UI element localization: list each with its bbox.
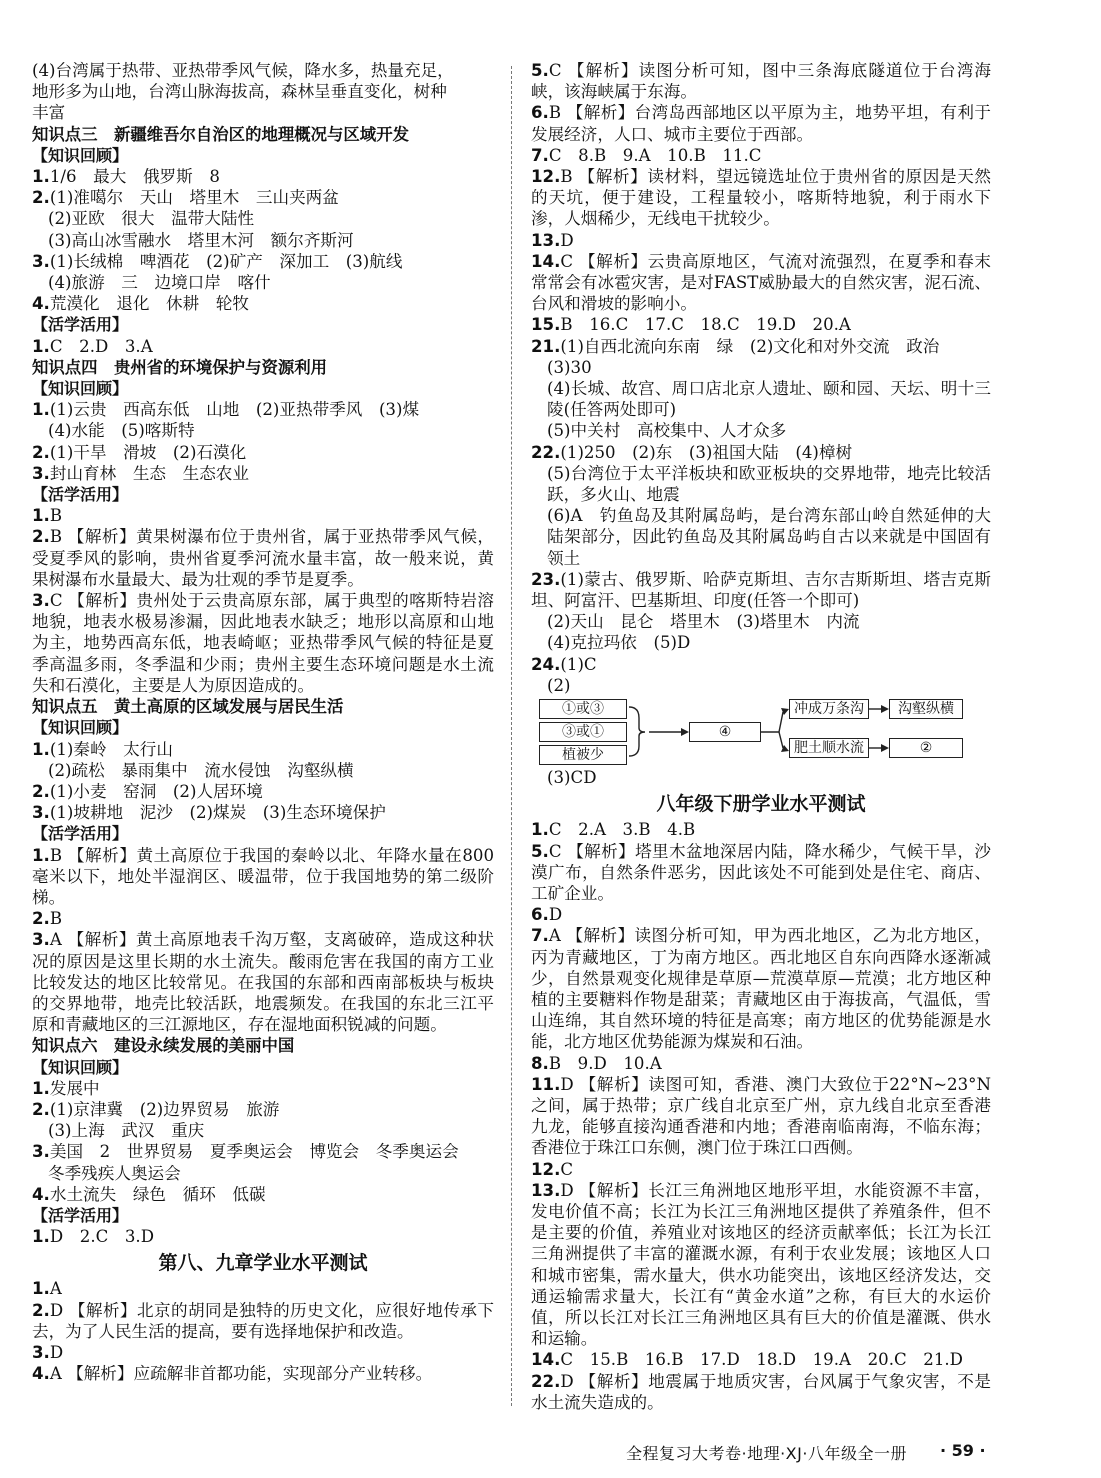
question-number: 4.: [32, 1184, 50, 1204]
answer-text: (2): [547, 675, 571, 695]
answer-text: (1)蒙古、俄罗斯、哈萨克斯坦、吉尔吉斯斯坦、塔吉克斯坦、阿富汗、巴基斯坦、印度(任答一个即可): [531, 569, 991, 611]
answer-line: [32, 293, 494, 314]
answer-text: C 2.A 3.B 4.B: [548, 820, 696, 840]
answer-line: [32, 442, 494, 463]
answer-text: (3)高山冰雪融水 塔里木河 额尔齐斯河: [48, 230, 354, 250]
answer-text: (1)长绒棉 啤酒花 (2)矿产 深加工 (3)航线: [49, 251, 403, 271]
question-number: 3.: [32, 1342, 50, 1362]
answer-line: [32, 420, 494, 441]
answer-text: C 15.B 16.B 17.D 18.D 19.A 20.C 21.D: [560, 1350, 963, 1370]
answer-line: [531, 442, 991, 463]
answer-text: B: [49, 909, 63, 929]
answer-line: [531, 1053, 991, 1074]
answer-line: [32, 781, 494, 802]
diagram-box-3: 植被少: [539, 745, 627, 765]
answer-text: (3)30: [547, 357, 592, 377]
answer-text: (1)云贵 西高东低 山地 (2)亚热带季风 (3)煤: [49, 400, 420, 420]
diagram-box-4: ④: [689, 722, 761, 742]
answer-line: [531, 230, 991, 251]
answer-text: B 【解析】黄果树瀑布位于贵州省，属于亚热带季风气候，受夏季风的影响，贵州省夏季河流水量丰富，故一般来说，黄果树瀑布水量最大、最为壮观的季节是夏季。: [32, 527, 494, 589]
question-number: 13.: [531, 1180, 561, 1200]
answer-text: 【知识回顾】: [32, 145, 129, 165]
answer-text: 八年级下册学业水平测试: [656, 793, 866, 816]
answer-line: [531, 569, 991, 611]
answer-text: (1)250 (2)东 (3)祖国大陆 (4)樟树: [560, 442, 853, 462]
answer-text: 冬季残疾人奥运会: [48, 1163, 181, 1183]
answer-line: [531, 420, 991, 441]
question-number: 1.: [32, 167, 50, 187]
answer-line: [32, 463, 494, 484]
answer-text: (3)CD: [547, 768, 597, 788]
answer-text: A 【解析】读图分析可知，甲为西北地区，乙为北方地区，丙为青藏地区，丁为南方地区。西北地区自东向西降水逐渐减少，自然景观变化规律是草原—荒漠草原—荒漠；北方地区种植的主要糖料作物是甜菜；青藏地区由于海拔高，气温低，雪山连绵，其自然环境的特征是高寒；南方地区的优势能源是水能，北方地区优势能源为煤炭和石油。: [531, 926, 991, 1052]
question-number: 1.: [531, 820, 549, 840]
answer-line: [531, 505, 991, 569]
question-number: 12.: [531, 1159, 561, 1179]
answer-text: 第八、九章学业水平测试: [158, 1252, 368, 1275]
answer-line: [531, 767, 991, 788]
question-number: 6.: [531, 103, 549, 123]
answer-line: [32, 399, 494, 420]
answer-text: 知识点三 新疆维吾尔自治区的地理概况与区域开发: [32, 124, 409, 144]
question-number: 3.: [32, 930, 50, 950]
answer-line: [32, 187, 494, 208]
flow-diagram: [531, 698, 991, 766]
question-number: 1.: [32, 506, 50, 526]
answer-line: [531, 1074, 991, 1159]
question-number: 5.: [531, 841, 549, 861]
answer-text: C 【解析】云贵高原地区，气流对流强烈，在夏季和春末常常会有冰雹灾害，是对FAST威胁最大的自然灾害，泥石流、台风和滑坡的影响小。: [531, 251, 991, 314]
answer-text: (4)台湾属于热带、亚热带季风气候，降水多，热量充足，: [32, 61, 454, 80]
question-number: 2.: [32, 909, 50, 929]
answer-line: [32, 336, 494, 357]
answer-text: D: [49, 1342, 64, 1362]
answer-text: C 【解析】塔里木盆地深居内陆，降水稀少，气候干旱，沙漠广布，自然条件恶劣，因此该处不可能到处是住宅、商店、工矿企业。: [531, 841, 991, 903]
answer-text: B 16.C 17.C 18.C 19.D 20.A: [560, 315, 851, 335]
question-number: 2.: [32, 188, 50, 208]
answer-text: A: [49, 1279, 62, 1299]
answer-text: 知识点五 黄土高原的区域发展与居民生活: [32, 697, 344, 717]
diagram-box-6: 沟壑纵横: [889, 699, 963, 719]
knowledge-point-heading: [32, 357, 494, 378]
answer-text: (3)上海 武汉 重庆: [48, 1121, 205, 1141]
question-number: 23.: [531, 569, 561, 589]
answer-text: D: [560, 230, 574, 250]
answer-text: (5)台湾位于太平洋板块和欧亚板块的交界地带，地壳比较活跃，多火山、地震: [547, 463, 991, 505]
diagram-box-5: 冲成万条沟: [789, 699, 869, 719]
answer-text: A 【解析】黄土高原地表千沟万壑，支离破碎，造成这种状况的原因是这里长期的水土流失。酸雨危害在我国的南方工业比较发达的地区比较常见。在我国的东部和西南部板块与板块的交界地带，地壳比较活跃，地震频发。在我国的东北三江平原和青藏地区的三江源地区，存在湿地面积锐减的问题。: [32, 930, 494, 1035]
question-number: 24.: [531, 654, 561, 674]
answer-text: (4)旅游 三 边境口岸 喀什: [48, 273, 271, 293]
question-number: 4.: [32, 294, 50, 314]
answer-text: 【知识回顾】: [32, 379, 129, 399]
question-number: 2.: [32, 1099, 50, 1119]
answer-text: (1)干旱 滑坡 (2)石漠化: [49, 442, 247, 462]
answer-line: [32, 1226, 494, 1247]
answer-text: (1)准噶尔 天山 塔里木 三山夹两盆: [49, 188, 339, 208]
diagram-box-8: ②: [889, 738, 963, 758]
answer-line: [32, 505, 494, 526]
question-number: 15.: [531, 315, 561, 335]
answer-text: 【活学活用】: [32, 824, 129, 844]
question-number: 12.: [531, 167, 561, 187]
answer-line: [32, 739, 494, 760]
answer-line: [531, 632, 991, 653]
answer-line: [531, 1371, 991, 1413]
question-number: 22.: [531, 442, 561, 462]
answer-text: (1)坡耕地 泥沙 (2)煤炭 (3)生态环境保护: [49, 803, 386, 823]
answer-text: 发展中: [49, 1078, 100, 1098]
answer-text: D 【解析】北京的胡同是独特的历史文化，应很好地传承下去，为了人民生活的提高，要有选择地保护和改造。: [32, 1300, 494, 1341]
answer-line: [32, 166, 494, 187]
answer-text: A 【解析】应疏解非首都功能，实现部分产业转移。: [49, 1364, 433, 1384]
question-number: 11.: [531, 1074, 561, 1094]
section-label: [32, 717, 494, 738]
answer-text: 知识点四 贵州省的环境保护与资源利用: [32, 357, 328, 377]
answer-text: (4)克拉玛依 (5)D: [547, 633, 691, 653]
answer-line: [32, 1342, 494, 1363]
question-number: 2.: [32, 1300, 50, 1320]
answer-text: (4)长城、故宫、周口店北京人遗址、颐和园、天坛、明十三陵(任答两处即可): [547, 379, 991, 420]
answer-text: (4)水能 (5)喀斯特: [48, 421, 195, 441]
answer-text: 水土流失 绿色 循环 低碳: [49, 1184, 266, 1204]
answer-text: D: [548, 905, 563, 925]
question-number: 3.: [32, 463, 50, 483]
answer-text: 【活学活用】: [32, 1205, 129, 1225]
answer-text: 【知识回顾】: [32, 1057, 129, 1077]
answer-text: 地形多为山地，台湾山脉海拔高，森林呈垂直变化，树种: [32, 82, 447, 102]
test-title: [32, 1249, 494, 1277]
answer-text: B: [49, 506, 63, 526]
answer-text: (1)小麦 窑洞 (2)人居环境: [49, 781, 263, 801]
answer-line: [531, 145, 991, 166]
answer-line: [32, 1078, 494, 1099]
answer-text: B 【解析】台湾岛西部地区以平原为主，地势平坦，有利于发展经济，人口、城市主要位于西部。: [531, 103, 991, 144]
answer-text: D 【解析】地震属于地质灾害，台风属于气象灾害，不是水土流失造成的。: [531, 1371, 991, 1412]
question-number: 5.: [531, 61, 549, 80]
answer-text: 封山育林 生态 生态农业: [49, 463, 249, 483]
question-number: 4.: [32, 1364, 50, 1384]
answer-text: C 【解析】读图分析可知，图中三条海底隧道位于台湾海峡，该海峡属于东海。: [531, 61, 991, 102]
section-label: [32, 378, 494, 399]
question-number: 1.: [32, 1078, 50, 1098]
answer-text: (1)自西北流向东南 绿 (2)文化和对外交流 政治: [560, 336, 940, 356]
answer-line: [32, 526, 494, 590]
question-number: 3.: [32, 251, 50, 271]
question-number: 22.: [531, 1371, 561, 1391]
question-number: 8.: [531, 1053, 549, 1073]
answer-line: [531, 336, 991, 357]
answer-line: [531, 357, 991, 378]
answer-text: 美国 2 世界贸易 夏季奥运会 博览会 冬季奥运会: [49, 1142, 459, 1162]
answer-text: D 2.C 3.D: [49, 1227, 155, 1247]
answer-line: [32, 802, 494, 823]
question-number: 1.: [32, 845, 50, 865]
answer-line: [531, 654, 991, 675]
question-number: 2.: [32, 527, 50, 547]
answer-text: 【知识回顾】: [32, 718, 129, 738]
question-number: 3.: [32, 803, 50, 823]
answer-text: (2)亚欧 很大 温带大陆性: [48, 209, 255, 229]
page-number: · 59 ·: [940, 1441, 986, 1460]
section-label: [32, 314, 494, 335]
question-number: 1.: [32, 1279, 50, 1299]
answer-line: [531, 463, 991, 505]
answer-line: [531, 819, 991, 840]
answer-line: [531, 925, 991, 1052]
answer-text: (1)C: [560, 654, 597, 674]
answer-text: D 【解析】读图可知，香港、澳门大致位于22°N~23°N之间，属于热带；京广线自北京至广州，京九线自北京至香港九龙，能够直接沟通香港和内地；香港南临南海，不临东海；香港位于珠江口东侧，澳门位于珠江口西侧。: [531, 1074, 991, 1158]
right-column: [531, 60, 991, 1413]
answer-line: [32, 1184, 494, 1205]
answer-line: [32, 1300, 494, 1342]
answer-line: [531, 166, 991, 230]
diagram-box-2: ③或①: [539, 722, 627, 742]
section-label: [32, 823, 494, 844]
question-number: 7.: [531, 926, 549, 946]
question-number: 2.: [32, 781, 50, 801]
answer-line: [531, 1349, 991, 1370]
answer-line: [32, 908, 494, 929]
column-divider: [511, 66, 512, 1406]
diagram-box-1: ①或③: [539, 699, 627, 719]
answer-line: [32, 1363, 494, 1384]
answer-line: [32, 590, 494, 696]
answer-text: (2)天山 昆仑 塔里木 (3)塔里木 内流: [547, 612, 860, 632]
answer-line: [32, 1120, 494, 1141]
knowledge-point-heading: [32, 124, 494, 145]
question-number: 1.: [32, 336, 50, 356]
question-number: 7.: [531, 145, 549, 165]
answer-text: C 8.B 9.A 10.B 11.C: [548, 145, 762, 165]
answer-text: C: [560, 1159, 574, 1179]
answer-line: [32, 1099, 494, 1120]
answer-line: [531, 251, 991, 315]
answer-text: B 【解析】黄土高原位于我国的秦岭以北、年降水量在800毫米以下，地处半湿润区、暖温带，位于我国地势的第二级阶梯。: [32, 845, 494, 907]
answer-line: [531, 1159, 991, 1180]
answer-line: [531, 611, 991, 632]
question-number: 13.: [531, 230, 561, 250]
question-number: 14.: [531, 251, 561, 271]
answer-line: [531, 841, 991, 905]
answer-text: 丰富: [32, 103, 66, 123]
answer-line: [32, 272, 494, 293]
question-number: 1.: [32, 400, 50, 420]
answer-line: [32, 760, 494, 781]
section-label: [32, 484, 494, 505]
answer-line: [531, 1180, 991, 1350]
answer-line: [531, 675, 991, 696]
test-title: [531, 790, 991, 818]
answer-text: 荒漠化 退化 休耕 轮牧: [49, 294, 249, 314]
answer-line: [32, 929, 494, 1035]
question-number: 6.: [531, 905, 549, 925]
answer-line: [531, 378, 991, 420]
answer-line: [531, 314, 991, 335]
question-number: 14.: [531, 1350, 561, 1370]
question-number: 3.: [32, 1142, 50, 1162]
section-label: [32, 145, 494, 166]
answer-line: [32, 230, 494, 251]
question-number: 1.: [32, 1227, 50, 1247]
answer-text: (5)中关村 高校集中、人才众多: [547, 421, 787, 441]
answer-line: [531, 102, 991, 144]
question-number: 3.: [32, 591, 50, 611]
answer-text: C 【解析】贵州处于云贵高原东部，属于典型的喀斯特岩溶地貌，地表水极易渗漏，因此地表水缺乏；地形以高原和山地为主，地势西高东低，地表崎岖；亚热带季风气候的特征是夏季高温多雨，冬季温和少雨；贵州主要生态环境问题是水土流失和石漠化，主要是人为原因造成的。: [32, 591, 494, 695]
answer-line: [531, 60, 991, 102]
answer-text: B 【解析】读材料，望远镜选址位于贵州省的原因是天然的天坑，便于建设，工程量较小，喀斯特地貌，利于雨水下渗，人烟稀少，无线电干扰较少。: [531, 167, 991, 229]
section-label: [32, 1205, 494, 1226]
answer-line: [32, 1278, 494, 1299]
answer-text: 【活学活用】: [32, 315, 129, 335]
section-label: [32, 1057, 494, 1078]
answer-text: C 2.D 3.A: [49, 336, 153, 356]
answer-text: (2)疏松 暴雨集中 流水侵蚀 沟壑纵横: [48, 760, 354, 780]
answer-line: [32, 102, 494, 123]
answer-text: 知识点六 建设永续发展的美丽中国: [32, 1036, 295, 1056]
answer-text: (1)京津冀 (2)边界贸易 旅游: [49, 1099, 280, 1119]
answer-line: [32, 845, 494, 909]
answer-line: [32, 60, 494, 81]
answer-line: [32, 251, 494, 272]
answer-text: B 9.D 10.A: [548, 1053, 662, 1073]
question-number: 1.: [32, 739, 50, 759]
answer-line: [32, 1163, 494, 1184]
answer-text: (1)秦岭 太行山: [49, 739, 173, 759]
diagram-box-7: 肥土顺水流: [789, 738, 869, 758]
answer-line: [531, 904, 991, 925]
answer-line: [32, 1141, 494, 1162]
answer-text: 【活学活用】: [32, 485, 129, 505]
footer-book-title: 全程复习大考卷·地理·XJ·八年级全一册: [626, 1444, 907, 1463]
knowledge-point-heading: [32, 696, 494, 717]
left-column: [32, 60, 494, 1384]
answer-line: [32, 81, 494, 102]
answer-line: [32, 208, 494, 229]
answer-text: 1/6 最大 俄罗斯 8: [49, 167, 220, 187]
knowledge-point-heading: [32, 1035, 494, 1056]
answer-text: D 【解析】长江三角洲地区地形平坦，水能资源不丰富，发电价值不高；长江为长江三角洲地区提供了养殖条件，但不是主要的价值，养殖业对该地区的经济贡献率低；长江为长江三角洲提供了丰富的灌溉水源，有利于农业发展；该地区人口和城市密集，需水量大，供水功能突出，该地区经济发达，交通运输需求量大，长江有“黄金水道”之称，有巨大的水运价值，所以长江对长江三角洲地区具有巨大的价值是灌溉、供水和运输。: [531, 1180, 991, 1349]
answer-text: (6)A 钓鱼岛及其附属岛屿，是台湾东部山岭自然延伸的大陆架部分，因此钓鱼岛及其附属岛屿自古以来就是中国固有领土: [547, 506, 991, 568]
question-number: 21.: [531, 336, 561, 356]
question-number: 2.: [32, 442, 50, 462]
